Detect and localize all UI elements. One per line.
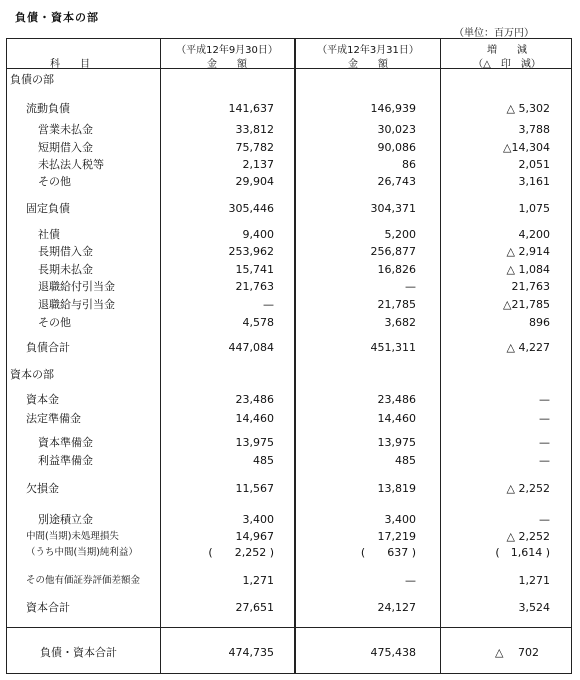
row-label: その他 bbox=[38, 175, 71, 188]
value-change: 2,051 bbox=[518, 158, 550, 171]
header-period-current: （平成12年9月30日） bbox=[176, 45, 278, 56]
value-current: 485 bbox=[253, 454, 274, 467]
row-label: 社債 bbox=[38, 228, 60, 241]
table-row bbox=[0, 174, 580, 190]
row-label: 中間(当期)未処理損失 bbox=[26, 531, 119, 542]
value-current: 14,460 bbox=[235, 412, 274, 425]
row-label: 流動負債 bbox=[26, 102, 70, 115]
row-label: 長期未払金 bbox=[38, 263, 93, 276]
table-row bbox=[0, 279, 580, 295]
value-prior: 17,219 bbox=[377, 530, 416, 543]
value-change: — bbox=[539, 393, 550, 406]
value-change: △ 702 bbox=[495, 646, 539, 659]
value-current: 141,637 bbox=[228, 102, 274, 115]
value-prior: 13,819 bbox=[377, 482, 416, 495]
table-row bbox=[0, 340, 580, 356]
row-label: 短期借入金 bbox=[38, 141, 93, 154]
row-label: 資本合計 bbox=[26, 601, 70, 614]
table-row bbox=[0, 262, 580, 278]
value-change: 21,763 bbox=[511, 280, 550, 293]
table-row bbox=[0, 573, 580, 589]
value-change: ( 1,614 ) bbox=[495, 546, 550, 559]
row-label: 資本準備金 bbox=[38, 436, 93, 449]
header-change-note: （△ 印 減） bbox=[473, 59, 541, 70]
value-prior: 21,785 bbox=[377, 298, 416, 311]
value-current: 253,962 bbox=[228, 245, 274, 258]
value-prior: 86 bbox=[402, 158, 416, 171]
value-change: △ 1,084 bbox=[506, 263, 550, 276]
value-prior: ( 637 ) bbox=[360, 546, 416, 559]
value-change: 1,271 bbox=[518, 574, 550, 587]
value-current: 33,812 bbox=[235, 123, 274, 136]
value-change: △ 2,252 bbox=[506, 530, 550, 543]
header-change: 増 減 bbox=[487, 45, 527, 56]
value-prior: 451,311 bbox=[370, 341, 416, 354]
header-period-prior: （平成12年3月31日） bbox=[317, 45, 419, 56]
value-change: △ 2,914 bbox=[506, 245, 550, 258]
row-label: その他 bbox=[38, 316, 71, 329]
table-row bbox=[0, 392, 580, 408]
value-prior: 13,975 bbox=[377, 436, 416, 449]
value-change: — bbox=[539, 513, 550, 526]
value-current: 2,137 bbox=[242, 158, 274, 171]
row-label: 負債・資本合計 bbox=[40, 646, 117, 659]
row-label: 未払法人税等 bbox=[38, 158, 104, 171]
row-label: 固定負債 bbox=[26, 202, 70, 215]
table-row bbox=[0, 411, 580, 427]
value-current: 29,904 bbox=[235, 175, 274, 188]
header-account: 科 目 bbox=[50, 59, 90, 70]
unit-label: （単位：百万円） bbox=[454, 28, 534, 39]
row-label: 欠損金 bbox=[26, 482, 59, 495]
value-change: — bbox=[539, 454, 550, 467]
table-row bbox=[0, 122, 580, 138]
value-change: — bbox=[539, 436, 550, 449]
value-prior: 23,486 bbox=[377, 393, 416, 406]
row-label: 法定準備金 bbox=[26, 412, 81, 425]
value-change: 4,200 bbox=[518, 228, 550, 241]
value-change: 1,075 bbox=[518, 202, 550, 215]
value-prior: 485 bbox=[395, 454, 416, 467]
value-change: △ 2,252 bbox=[506, 482, 550, 495]
value-prior: 26,743 bbox=[377, 175, 416, 188]
value-prior: 3,682 bbox=[384, 316, 416, 329]
value-current: 447,084 bbox=[228, 341, 274, 354]
value-current: 11,567 bbox=[235, 482, 274, 495]
row-label: 利益準備金 bbox=[38, 454, 93, 467]
value-prior: 14,460 bbox=[377, 412, 416, 425]
value-current: 21,763 bbox=[235, 280, 274, 293]
value-current: 15,741 bbox=[235, 263, 274, 276]
table-row bbox=[0, 72, 580, 88]
table-row bbox=[0, 201, 580, 217]
row-label: 負債の部 bbox=[10, 73, 54, 86]
row-label: その他有価証券評価差額金 bbox=[26, 575, 141, 586]
value-change: △14,304 bbox=[503, 141, 550, 154]
value-prior: 146,939 bbox=[370, 102, 416, 115]
table-row bbox=[0, 600, 580, 616]
value-change: 3,788 bbox=[518, 123, 550, 136]
value-current: — bbox=[263, 298, 274, 311]
row-label: 資本の部 bbox=[10, 368, 54, 381]
header-amount-current: 金 額 bbox=[207, 59, 247, 70]
value-prior: 24,127 bbox=[377, 601, 416, 614]
table-row bbox=[0, 157, 580, 173]
total-divider bbox=[6, 627, 572, 628]
value-current: 14,967 bbox=[235, 530, 274, 543]
table-row bbox=[0, 315, 580, 331]
value-change: △21,785 bbox=[503, 298, 550, 311]
value-prior: 16,826 bbox=[377, 263, 416, 276]
table-row bbox=[0, 101, 580, 117]
value-prior: — bbox=[405, 574, 416, 587]
value-prior: 3,400 bbox=[384, 513, 416, 526]
value-prior: 5,200 bbox=[384, 228, 416, 241]
row-label: 別途積立金 bbox=[38, 513, 93, 526]
table-row bbox=[0, 244, 580, 260]
table-row bbox=[0, 367, 580, 383]
table-row bbox=[0, 453, 580, 469]
value-current: 305,446 bbox=[228, 202, 274, 215]
value-current: 27,651 bbox=[235, 601, 274, 614]
table-row bbox=[0, 645, 580, 661]
value-change: 3,161 bbox=[518, 175, 550, 188]
value-current: 3,400 bbox=[242, 513, 274, 526]
value-current: 4,578 bbox=[242, 316, 274, 329]
value-current: 9,400 bbox=[242, 228, 274, 241]
value-prior: — bbox=[405, 280, 416, 293]
table-row bbox=[0, 435, 580, 451]
row-label: 長期借入金 bbox=[38, 245, 93, 258]
value-change: △ 4,227 bbox=[506, 341, 550, 354]
value-current: 474,735 bbox=[228, 646, 274, 659]
header-amount-prior: 金 額 bbox=[348, 59, 388, 70]
value-change: 896 bbox=[529, 316, 550, 329]
page-title: 負債・資本の部 bbox=[15, 11, 99, 24]
table-row bbox=[0, 140, 580, 156]
row-label: （うち中間(当期)純利益） bbox=[26, 547, 138, 558]
table-row bbox=[0, 512, 580, 528]
table-row bbox=[0, 297, 580, 313]
table-row bbox=[0, 529, 580, 545]
value-change: — bbox=[539, 412, 550, 425]
row-label: 負債合計 bbox=[26, 341, 70, 354]
value-change: 3,524 bbox=[518, 601, 550, 614]
value-prior: 256,877 bbox=[370, 245, 416, 258]
row-label: 退職給付引当金 bbox=[38, 280, 115, 293]
value-current: 1,271 bbox=[242, 574, 274, 587]
value-prior: 304,371 bbox=[370, 202, 416, 215]
row-label: 営業未払金 bbox=[38, 123, 93, 136]
table-row bbox=[0, 227, 580, 243]
value-current: 13,975 bbox=[235, 436, 274, 449]
row-label: 資本金 bbox=[26, 393, 59, 406]
value-change: △ 5,302 bbox=[506, 102, 550, 115]
value-prior: 475,438 bbox=[370, 646, 416, 659]
value-prior: 90,086 bbox=[377, 141, 416, 154]
value-current: 23,486 bbox=[235, 393, 274, 406]
value-current: ( 2,252 ) bbox=[208, 546, 274, 559]
table-row bbox=[0, 481, 580, 497]
table-row bbox=[0, 545, 580, 561]
row-label: 退職給与引当金 bbox=[38, 298, 115, 311]
value-current: 75,782 bbox=[235, 141, 274, 154]
value-prior: 30,023 bbox=[377, 123, 416, 136]
